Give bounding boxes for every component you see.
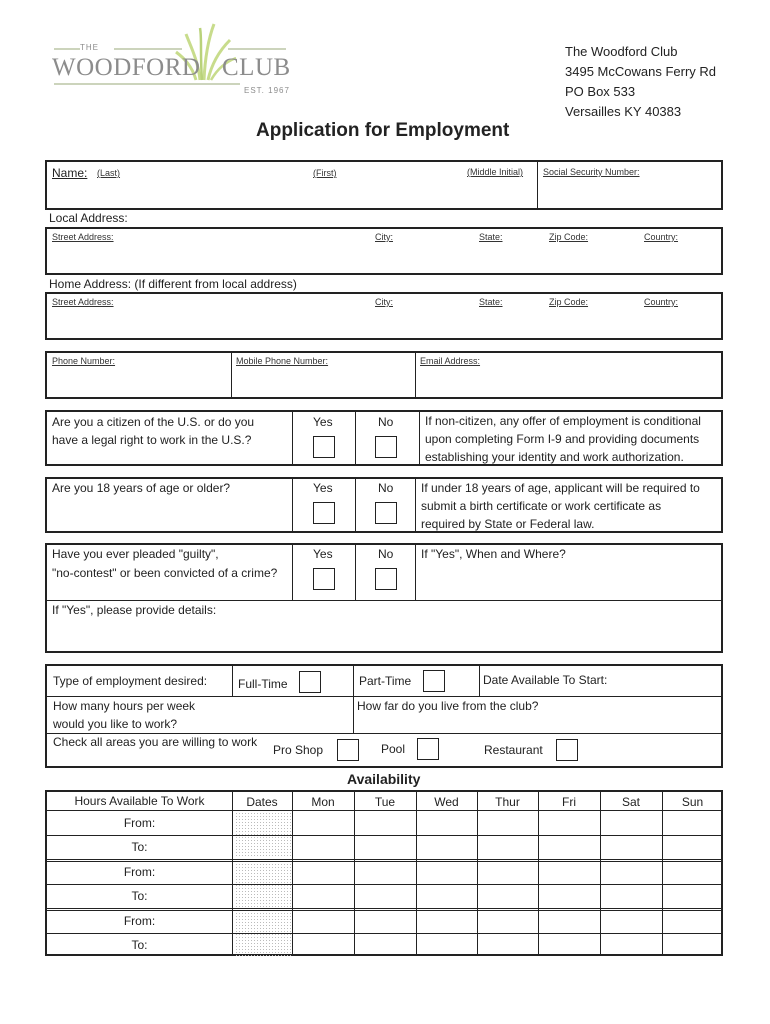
home-zip-label: Zip Code: bbox=[549, 297, 589, 307]
availability-title: Availability bbox=[347, 771, 421, 787]
conviction-yes-checkbox[interactable] bbox=[313, 568, 335, 590]
col-header-wed: Wed bbox=[434, 795, 459, 809]
name-last-field[interactable]: (Last) bbox=[97, 168, 121, 178]
citizen-question: Are you a citizen of the U.S. or do you bbox=[52, 415, 255, 429]
citizen-note: establishing your identity and work authorization. bbox=[425, 450, 684, 464]
part-time-label: Part-Time bbox=[359, 674, 412, 688]
age-note: required by State or Federal law. bbox=[421, 517, 595, 531]
club-address bbox=[565, 42, 716, 122]
address-line: 3495 McCowans Ferry Rd bbox=[565, 64, 716, 79]
row-label-to: To: bbox=[131, 889, 148, 903]
dates-cell[interactable] bbox=[235, 912, 291, 956]
age-yes-label: Yes bbox=[313, 481, 333, 495]
home-state-label: State: bbox=[479, 297, 503, 307]
home-address-heading: Home Address: (If different from local address) bbox=[49, 277, 297, 291]
col-header-thur: Thur bbox=[495, 795, 520, 809]
conviction-when-field[interactable]: If "Yes", When and Where? bbox=[421, 547, 566, 561]
age-no-label: No bbox=[378, 481, 394, 495]
pool-label: Pool bbox=[381, 742, 406, 756]
row-label-from: From: bbox=[123, 914, 156, 928]
row-label-from: From: bbox=[123, 865, 156, 879]
email-address-field[interactable]: Email Address: bbox=[420, 356, 481, 366]
logo-club: CLUB bbox=[222, 54, 291, 81]
citizen-yes-checkbox[interactable] bbox=[313, 436, 335, 458]
logo-the: THE bbox=[80, 43, 99, 52]
local-zip-label: Zip Code: bbox=[549, 232, 589, 242]
page-title: Application for Employment bbox=[256, 120, 510, 141]
availability-table bbox=[45, 790, 723, 956]
age-yes-checkbox[interactable] bbox=[313, 502, 335, 524]
restaurant-checkbox[interactable] bbox=[556, 739, 578, 761]
phone-section bbox=[45, 351, 723, 399]
age-section bbox=[45, 477, 723, 533]
home-street-label: Street Address: bbox=[52, 297, 114, 307]
citizen-note: If non-citizen, any offer of employment is conditional bbox=[425, 414, 701, 428]
conviction-question: Have you ever pleaded "guilty", bbox=[52, 547, 219, 561]
col-header-hours: Hours Available To Work bbox=[74, 794, 205, 808]
row-label-to: To: bbox=[131, 840, 148, 854]
local-street-label: Street Address: bbox=[52, 232, 114, 242]
row-label-to: To: bbox=[131, 938, 148, 952]
full-time-label: Full-Time bbox=[238, 677, 288, 691]
citizen-yes-label: Yes bbox=[313, 415, 333, 429]
ssn-field[interactable]: Social Security Number: bbox=[543, 167, 640, 177]
col-header-tue: Tue bbox=[374, 795, 396, 809]
row-label-from: From: bbox=[123, 816, 156, 830]
pro-shop-checkbox[interactable] bbox=[337, 739, 359, 761]
address-line: PO Box 533 bbox=[565, 84, 636, 99]
dates-cell[interactable] bbox=[235, 863, 291, 907]
conviction-no-checkbox[interactable] bbox=[375, 568, 397, 590]
citizen-no-checkbox[interactable] bbox=[375, 436, 397, 458]
logo-woodford: WOODFORD bbox=[52, 54, 201, 81]
col-header-fri: Fri bbox=[562, 795, 576, 809]
part-time-checkbox[interactable] bbox=[423, 670, 445, 692]
work-areas-label: Check all areas you are willing to work bbox=[53, 735, 258, 749]
home-city-label: City: bbox=[375, 297, 393, 307]
club-logo bbox=[50, 20, 290, 100]
employment-type-label: Type of employment desired: bbox=[53, 674, 208, 688]
distance-field[interactable]: How far do you live from the club? bbox=[357, 699, 539, 713]
citizen-section bbox=[45, 410, 723, 466]
name-section bbox=[45, 160, 723, 210]
start-date-field[interactable]: Date Available To Start: bbox=[483, 673, 608, 687]
citizen-question: have a legal right to work in the U.S.? bbox=[52, 433, 252, 447]
col-header-sat: Sat bbox=[621, 795, 640, 809]
age-no-checkbox[interactable] bbox=[375, 502, 397, 524]
local-address-heading: Local Address: bbox=[49, 211, 128, 225]
age-question: Are you 18 years of age or older? bbox=[52, 481, 231, 495]
col-header-dates: Dates bbox=[246, 795, 278, 809]
name-middle-field[interactable]: (Middle Initial) bbox=[467, 167, 524, 177]
restaurant-label: Restaurant bbox=[484, 743, 543, 757]
full-time-checkbox[interactable] bbox=[299, 671, 321, 693]
hours-question: would you like to work? bbox=[53, 717, 178, 731]
mobile-phone-field[interactable]: Mobile Phone Number: bbox=[236, 356, 329, 366]
age-note: If under 18 years of age, applicant will be required to bbox=[421, 481, 700, 495]
age-note: submit a birth certificate or work certificate as bbox=[421, 499, 662, 513]
pool-checkbox[interactable] bbox=[417, 738, 439, 760]
pro-shop-label: Pro Shop bbox=[273, 743, 324, 757]
citizen-note: upon completing Form I-9 and providing documents bbox=[425, 432, 700, 446]
dates-cell[interactable] bbox=[235, 812, 291, 858]
conviction-details-field[interactable]: If "Yes", please provide details: bbox=[52, 603, 217, 617]
name-first-field[interactable]: (First) bbox=[313, 168, 337, 178]
conviction-question: "no-contest" or been convicted of a crime? bbox=[52, 566, 278, 580]
address-line: The Woodford Club bbox=[565, 44, 678, 59]
local-address-section[interactable] bbox=[45, 227, 723, 275]
home-address-section[interactable] bbox=[45, 292, 723, 340]
citizen-no-label: No bbox=[378, 415, 394, 429]
logo-est: EST. 1967 bbox=[244, 86, 290, 95]
local-city-label: City: bbox=[375, 232, 393, 242]
name-label: Name: bbox=[52, 166, 88, 180]
address-line: Versailles KY 40383 bbox=[565, 104, 682, 119]
col-header-sun: Sun bbox=[681, 795, 704, 809]
employment-section bbox=[45, 664, 723, 768]
col-header-mon: Mon bbox=[311, 795, 335, 809]
conviction-no-label: No bbox=[378, 547, 394, 561]
hours-question: How many hours per week bbox=[53, 699, 196, 713]
phone-number-field[interactable]: Phone Number: bbox=[52, 356, 116, 366]
conviction-section bbox=[45, 543, 723, 653]
conviction-yes-label: Yes bbox=[313, 547, 333, 561]
local-country-label: Country: bbox=[644, 232, 679, 242]
home-country-label: Country: bbox=[644, 297, 679, 307]
local-state-label: State: bbox=[479, 232, 503, 242]
